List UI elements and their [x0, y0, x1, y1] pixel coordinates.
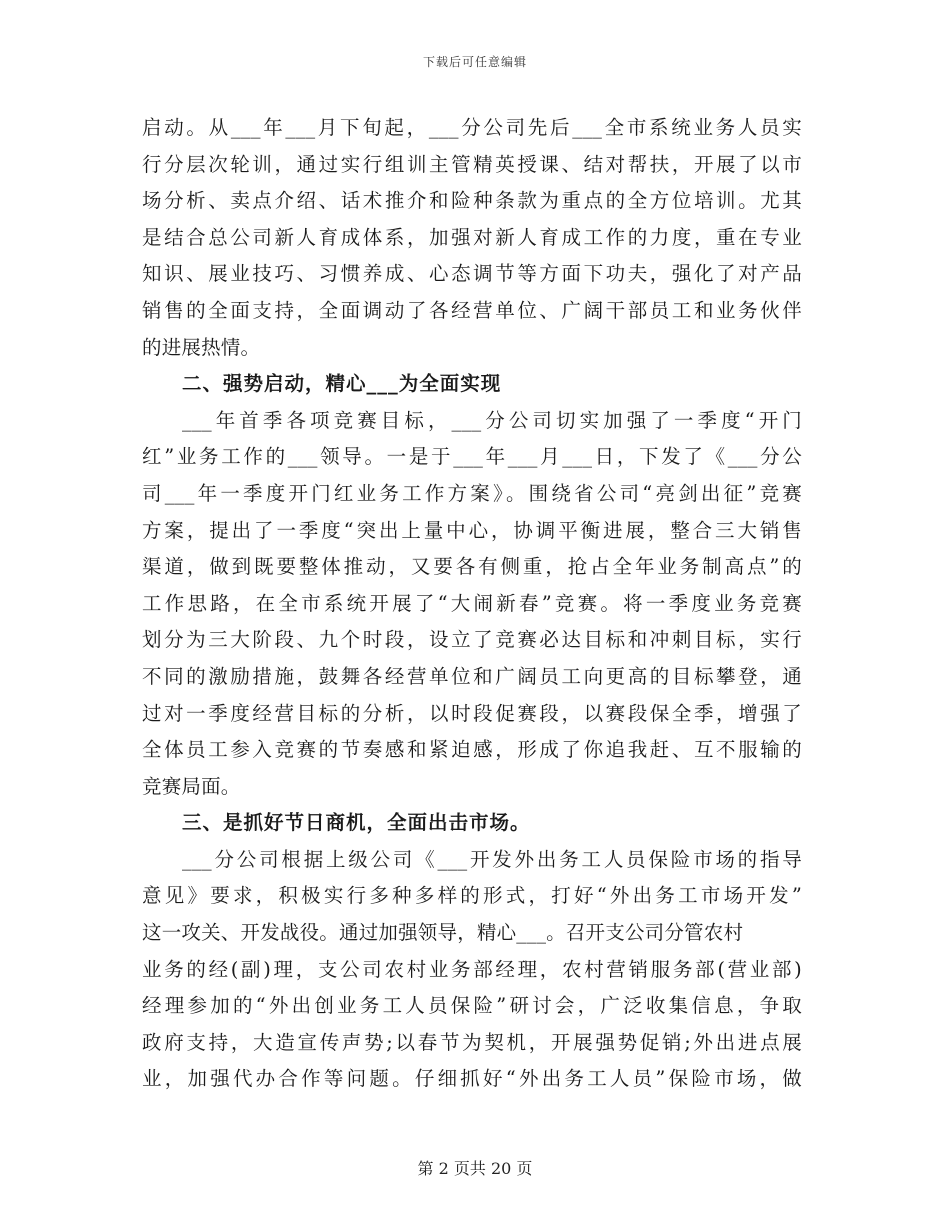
text-line: 政府支持，大造宣传声势;以春节为契机，开展强势促销;外出进点展 — [142, 1030, 802, 1054]
text-line: 意见》要求，积极实行多种多样的形式，打好“外出务工市场开发” — [142, 884, 802, 908]
text-line: 经理参加的“外出创业务工人员保险”研讨会，广泛收集信息，争取 — [142, 994, 802, 1018]
document-body — [142, 110, 802, 1098]
text-line: 工作思路，在全市系统开展了“大闹新春”竞赛。将一季度业务竞赛 — [142, 591, 802, 615]
text-line: 过对一季度经营目标的分析，以时段促赛段，以赛段保全季，增强了 — [142, 701, 802, 725]
text-line: 是结合总公司新人育成体系，加强对新人育成工作的力度，重在专业 — [142, 225, 802, 249]
text-line: 业务的经(副)理，支公司农村业务部经理，农村营销服务部(营业部) — [142, 957, 802, 981]
text-line: 知识、展业技巧、习惯养成、心态调节等方面下功夫，强化了对产品 — [142, 262, 802, 286]
page-footer: 第 2 页共 20 页 — [417, 1159, 533, 1178]
page-header: 下载后可任意编辑 — [422, 55, 527, 69]
text-line: 红”业务工作的___领导。一是于___年___月___日，下发了《___分公 — [142, 445, 802, 469]
text-line: 的进展热情。 — [142, 335, 261, 359]
section-heading: 二、强势启动，精心___为全面实现 — [182, 372, 502, 396]
text-line: 司___年一季度开门红业务工作方案》。围绕省公司“亮剑出征”竞赛 — [142, 481, 802, 505]
text-line: 业，加强代办合作等问题。仔细抓好“外出务工人员”保险市场，做 — [142, 1067, 802, 1091]
section-heading: 三、是抓好节日商机，全面出击市场。 — [182, 811, 531, 835]
text-line: 方案，提出了一季度“突出上量中心，协调平衡进展，整合三大销售 — [142, 518, 802, 542]
text-line: 这一攻关、开发战役。通过加强领导，精心___。召开支公司分管农村 — [142, 921, 744, 945]
text-line: 销售的全面支持，全面调动了各经营单位、广阔干部员工和业务伙伴 — [142, 298, 802, 322]
text-line: ___分公司根据上级公司《___开发外出务工人员保险市场的指导 — [182, 847, 802, 871]
text-line: 划分为三大阶段、九个时段，设立了竞赛必达目标和冲刺目标，实行 — [142, 628, 802, 652]
text-line: 竞赛局面。 — [142, 774, 241, 798]
text-line: 全体员工参入竞赛的节奏感和紧迫感，形成了你追我赶、互不服输的 — [142, 738, 802, 762]
text-line: 不同的激励措施，鼓舞各经营单位和广阔员工向更高的目标攀登，通 — [142, 664, 802, 688]
text-line: ___年首季各项竞赛目标，___分公司切实加强了一季度“开门 — [182, 408, 802, 432]
text-line: 渠道，做到既要整体推动，又要各有侧重，抢占全年业务制高点”的 — [142, 555, 802, 579]
text-line: 场分析、卖点介绍、话术推介和险种条款为重点的全方位培训。尤其 — [142, 189, 802, 213]
text-line: 启动。从___年___月下旬起，___分公司先后___全市系统业务人员实 — [142, 116, 802, 139]
text-line: 行分层次轮训，通过实行组训主管精英授课、结对帮扶，开展了以市 — [142, 152, 802, 176]
